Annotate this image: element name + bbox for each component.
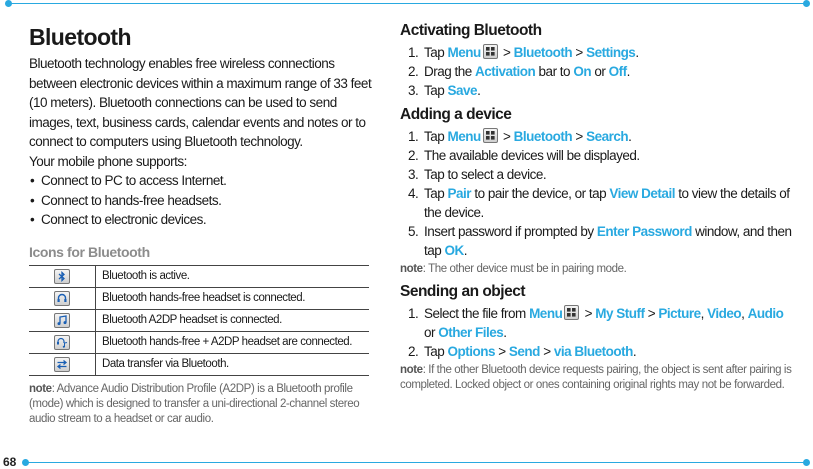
- a2dp-note: note: Advance Audio Distribution Profile (A2DP) is a Bluetooth profile (mode) which is designed to transfer a uni-directional 2-channel stereo audio stream to a headset or car audio.: [29, 382, 360, 425]
- icon-description: Bluetooth A2DP headset is connected.: [96, 309, 370, 331]
- list-item: 3. Tap Save.: [408, 83, 481, 98]
- menu-icon: [483, 44, 498, 59]
- list-item: • Connect to hands-free headsets.: [29, 191, 374, 211]
- icon-description: Bluetooth hands-free headset is connected.: [96, 287, 370, 309]
- list-item: 3. Tap to select a device.: [408, 167, 547, 182]
- adding-heading: Adding a device: [400, 106, 512, 123]
- bottom-rule: [24, 462, 805, 463]
- sending-heading: Sending an object: [400, 283, 525, 300]
- table-row: [29, 287, 369, 309]
- adding-steps: [400, 127, 795, 260]
- list-item: 1. Select the file from Menu > My Stuff > Picture, Video, Audio or Other Files.: [408, 306, 784, 340]
- bluetooth-icon: [54, 269, 70, 284]
- page-number: 68: [3, 455, 17, 469]
- headset-icon: [54, 291, 70, 306]
- headset-music-icon: [54, 335, 70, 350]
- table-row: [29, 265, 369, 287]
- top-right-dot: [803, 0, 810, 7]
- bottom-right-dot: [803, 459, 810, 466]
- activating-heading: Activating Bluetooth: [400, 22, 542, 39]
- transfer-arrows-icon: [54, 357, 70, 372]
- right-column: [400, 22, 795, 393]
- table-row: [29, 353, 369, 375]
- activating-steps: [400, 43, 795, 100]
- intro-paragraph: Bluetooth technology enables free wireless connections between electronic devices within a maximum range of 33 feet (10 meters). Bluetooth connections can be used to send images, text, business cards, calendar events and notes or to connect to computers using Bluetooth technology.: [29, 56, 372, 149]
- table-row: [29, 309, 369, 331]
- music-note-icon: [54, 313, 70, 328]
- icons-table: [29, 265, 369, 376]
- icon-description: Data transfer via Bluetooth.: [96, 353, 370, 375]
- sending-steps: [400, 304, 795, 361]
- list-item: • Connect to PC to access Internet.: [29, 171, 374, 191]
- list-item: 2. The available devices will be displayed.: [408, 148, 640, 163]
- list-item: • Connect to electronic devices.: [29, 210, 374, 230]
- supports-list: [29, 171, 374, 230]
- left-column: [29, 24, 374, 427]
- list-item: 2. Drag the Activation bar to On or Off.: [408, 64, 630, 79]
- list-item: 1. Tap Menu > Bluetooth > Settings.: [408, 45, 639, 60]
- pairing-note: note: The other device must be in pairing mode.: [400, 263, 627, 275]
- top-rule: [8, 3, 805, 4]
- icon-description: Bluetooth is active.: [96, 265, 370, 287]
- page-title: Bluetooth: [29, 24, 131, 50]
- top-left-dot: [5, 0, 12, 7]
- sending-note: note: If the other Bluetooth device requests pairing, the object is sent after pairing is completed. Locked object or ones containing original rights may not be forwarded.: [400, 364, 792, 391]
- list-item: 1. Tap Menu > Bluetooth > Search.: [408, 129, 632, 144]
- list-item: 2. Tap Options > Send > via Bluetooth.: [408, 344, 637, 359]
- list-item: 5. Insert password if prompted by Enter Password window, and then tap OK.: [408, 224, 792, 258]
- icon-description: Bluetooth hands-free + A2DP headset are connected.: [96, 331, 370, 353]
- menu-icon: [483, 128, 498, 143]
- bottom-left-dot: [22, 459, 29, 466]
- menu-icon: [564, 305, 579, 320]
- table-row: [29, 331, 369, 353]
- list-item: 4. Tap Pair to pair the device, or tap View Detail to view the details of the device.: [408, 186, 790, 220]
- supports-label: Your mobile phone supports:: [29, 153, 187, 169]
- icons-heading: Icons for Bluetooth: [29, 243, 150, 260]
